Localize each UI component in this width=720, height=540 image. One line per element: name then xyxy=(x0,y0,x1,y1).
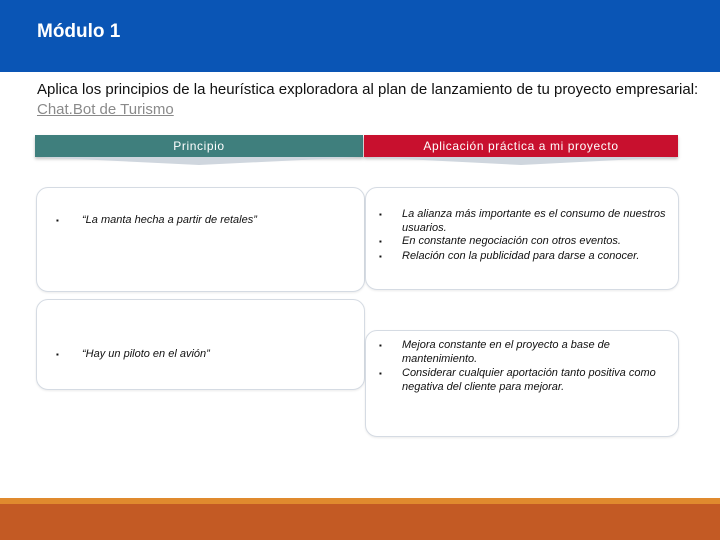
slide-header xyxy=(0,0,720,72)
principle-card xyxy=(36,299,365,390)
application-item xyxy=(379,339,669,366)
application-text: Mejora constante en el proyecto a base de mantenimiento. xyxy=(402,339,610,365)
application-text: Relación con la publicidad para darse a conocer. xyxy=(402,250,640,262)
square-bullet-icon: ▪ xyxy=(56,216,59,225)
square-bullet-icon: ▪ xyxy=(379,237,382,246)
application-header-chevron xyxy=(364,157,678,165)
principle-card xyxy=(36,187,365,292)
principle-item xyxy=(56,214,356,228)
intro-body: Aplica los principios de la heurística exploradora al plan de lanzamiento de tu proyecto empresarial: xyxy=(37,81,699,98)
application-item xyxy=(379,208,669,235)
intro-text xyxy=(37,80,712,120)
principle-item xyxy=(56,348,356,362)
principle-text: “La manta hecha a partir de retales” xyxy=(82,214,257,226)
application-item xyxy=(379,250,669,264)
square-bullet-icon: ▪ xyxy=(379,369,382,378)
principle-text: “Hay un piloto en el avión” xyxy=(82,348,210,360)
application-item xyxy=(379,235,669,249)
application-item xyxy=(379,367,669,394)
square-bullet-icon: ▪ xyxy=(379,210,382,219)
square-bullet-icon: ▪ xyxy=(379,252,382,261)
square-bullet-icon: ▪ xyxy=(379,341,382,350)
application-card xyxy=(365,187,679,290)
project-link[interactable]: Chat.Bot de Turismo xyxy=(37,101,174,118)
principle-header-chevron xyxy=(35,157,363,165)
principle-column-header: Principio xyxy=(35,135,363,157)
application-card xyxy=(365,330,679,437)
slide-footer xyxy=(0,504,720,540)
application-text: En constante negociación con otros eventos. xyxy=(402,235,621,247)
application-text: Considerar cualquier aportación tanto positiva como negativa del cliente para mejorar. xyxy=(402,367,656,393)
application-text: La alianza más importante es el consumo de nuestros usuarios. xyxy=(402,208,666,234)
slide-title: Módulo 1 xyxy=(37,21,121,42)
square-bullet-icon: ▪ xyxy=(56,350,59,359)
application-column-header: Aplicación práctica a mi proyecto xyxy=(364,135,678,157)
